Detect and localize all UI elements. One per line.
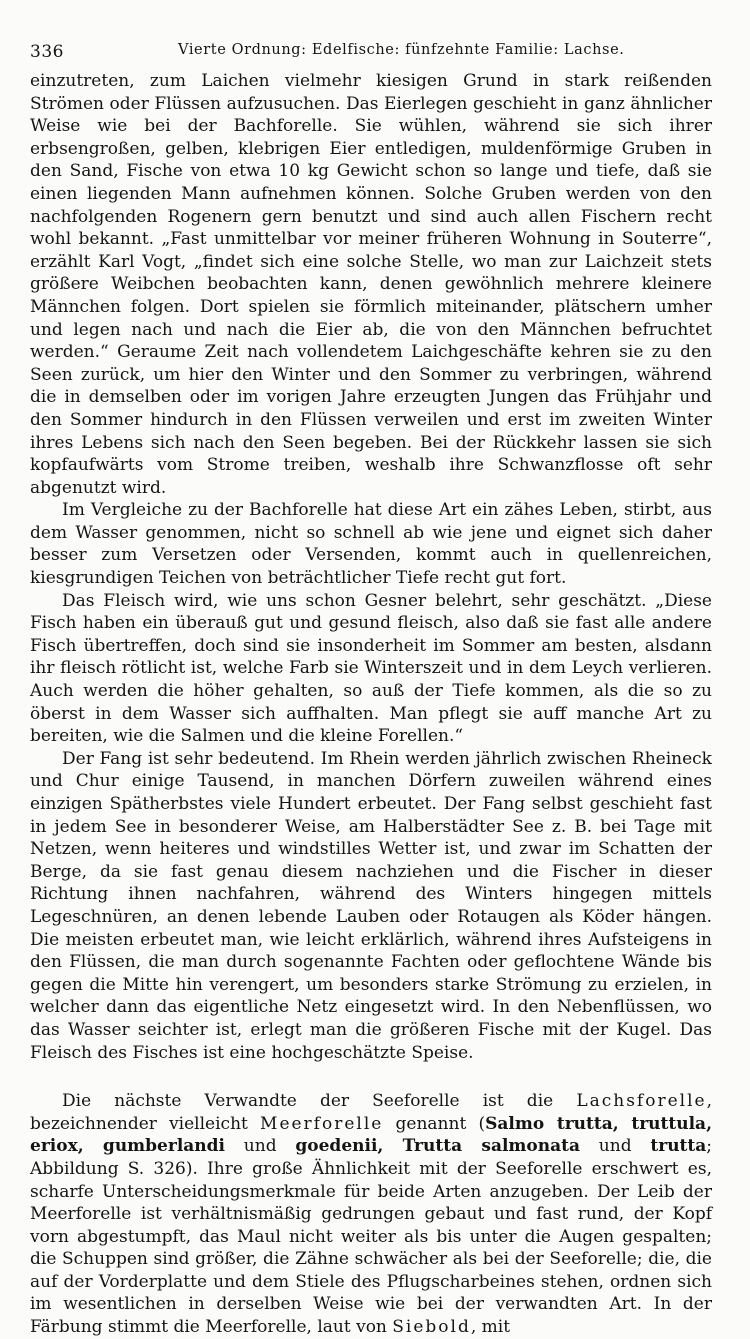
text-run: genannt ( [383, 1113, 486, 1134]
body-text [30, 70, 712, 1339]
latin-synonyms: Salmo trutta, truttula, eriox, gumberlandi [30, 1113, 712, 1157]
paragraph-flesh: Das Fleisch wird, wie uns schon Gesner belehrt, sehr geschätzt. „Diese Fisch haben ein überauß gut und gesund fleisch, also daß sie fast alle andere Fisch übertreffen, doch sind sie insonderheit im Sommer am besten, alsdann ihr fleisch rötlicht ist, welche Farb sie Winterszeit und in dem Leych verlieren. Auch werden die höher gehalten, so auß der Tiefe kommen, als die so zu öberst in dem Wasser sich auffhalten. Man pflegt sie auff manche Art zu bereiten, wie die Salmen und die kleine Forellen.“ [30, 590, 712, 747]
author-name-siebold: Siebold [392, 1317, 471, 1338]
species-name-lachsforelle: Lachsforelle [576, 1091, 707, 1112]
latin-synonyms-2: goedenii, Trutta salmonata [295, 1136, 581, 1157]
paragraph-spawning: einzutreten, zum Laichen vielmehr kiesigen Grund in stark reißenden Strömen oder Flüssen aufzusuchen. Das Eierlegen geschieht in ganz ähnlicher Weise wie bei der Bachforelle. Sie wühlen, während sie sich ihrer erbsengroßen, gelben, klebrigen Eier entledigen, muldenförmige Gruben in den Sand, Fische von etwa 10 kg Gewicht schon so lange und tiefe, daß sie einen liegenden Mann aufnehmen können. Solche Gruben werden von den nachfolgenden Rogenern gern benutzt und sind auch allen Fischern recht wohl bekannt. „Fast unmittelbar vor meiner früheren Wohnung in Souterre“, erzählt Karl Vogt, „findet sich eine solche Stelle, wo man zur Laichzeit stets größere Weibchen beobachten kann, denen gewöhnlich mehrere kleinere Männchen folgen. Dort spielen sie förmlich miteinander, plätschern umher und legen nach und nach die Eier ab, die von den Männchen befruchtet werden.“ Geraume Zeit nach vollendetem Laichgeschäfte kehren sie zu den Seen zurück, um hier den Winter und den Sommer zu verbringen, während die in demselben oder im vorigen Jahre erzeugten Jungen das Frühjahr und den Sommer hindurch in den Flüssen verweilen und erst im zweiten Winter ihres Lebens sich nach den Seen begeben. Bei der Rückkehr lassen sie sich kopfaufwärts vom Strome treiben, weshalb ihre Schwanzflosse oft sehr abgenutzt wird. [30, 71, 712, 498]
paragraph-hardiness: Im Vergleiche zu der Bachforelle hat diese Art ein zähes Leben, stirbt, aus dem Wasser genommen, nicht so schnell ab wie jene und eignet sich daher besser zum Versetzen oder Versenden, kommt auch in quellenreichen, kiesgrundigen Teichen von beträchtlicher Tiefe recht gut fort. [30, 500, 712, 589]
text-run: , bezeichnender vielleicht [30, 1091, 712, 1134]
page-header [30, 38, 712, 68]
section-gap [30, 1064, 712, 1090]
text-run: ; Abbildung S. 326). Ihre große Ähnlichkeit mit der Seeforelle erschwert es, scharfe Unterscheidungsmerkmale für beide Arten anzugeben. Der Leib der Meerforelle ist verhältnismäßig gedrungen gebaut und fast rund, der Kopf vorn abgestumpft, das Maul nicht weiter als bis unter die Augen gespalten; die Schuppen sind größer, die Zähne schwächer als bei der Seeforelle; die, die auf der Vorderplatte und dem Stiele des Pflugscharbeines stehen, ordnen sich im wesentlichen in derselben Weise wie bei der verwandten Art. In der Färbung stimmt die Meerforelle, laut von [30, 1136, 713, 1338]
page-number: 336 [30, 42, 64, 62]
latin-synonyms-3: trutta [650, 1136, 707, 1157]
species-name-meerforelle: Meerforelle [260, 1113, 384, 1134]
text-run: Die nächste Verwandte der Seeforelle ist die [62, 1091, 577, 1112]
paragraph-sea-trout [30, 1090, 712, 1339]
text-run: und [580, 1136, 651, 1157]
text-run: und [225, 1136, 296, 1157]
text-run: , mit [470, 1317, 511, 1338]
paragraph-catch: Der Fang ist sehr bedeutend. Im Rhein werden jährlich zwischen Rheineck und Chur einige Tausend, in manchen Dörfern zuweilen während eines einzigen Spätherbstes viele Hundert erbeutet. Der Fang selbst geschieht fast in jedem See in besonderer Weise, am Halberstädter See z. B. bei Tage mit Netzen, wenn heiteres und windstilles Wetter ist, und zwar im Schatten der Berge, da sie fast genau diesem nachziehen und die Fischer in dieser Richtung ihnen nachfahren, während des Winters hingegen mittels Legeschnüren, an denen lebende Lauben oder Rotaugen als Köder hängen. Die meisten erbeutet man, wie leicht erklärlich, während ihres Aufsteigens in den Flüssen, die man durch sogenannte Fachten oder geflochtene Wände bis gegen die Mitte hin verengert, um besonders starke Strömung zu erzielen, in welcher dann das eigentliche Netz eingesetzt wird. In den Nebenflüssen, wo das Wasser seichter ist, erlegt man die größeren Fische mit der Kugel. Das Fleisch des Fisches ist eine hochgeschätzte Speise. [30, 748, 712, 1063]
running-head: Vierte Ordnung: Edelfische: fünfzehnte Familie: Lachse. [178, 42, 625, 58]
